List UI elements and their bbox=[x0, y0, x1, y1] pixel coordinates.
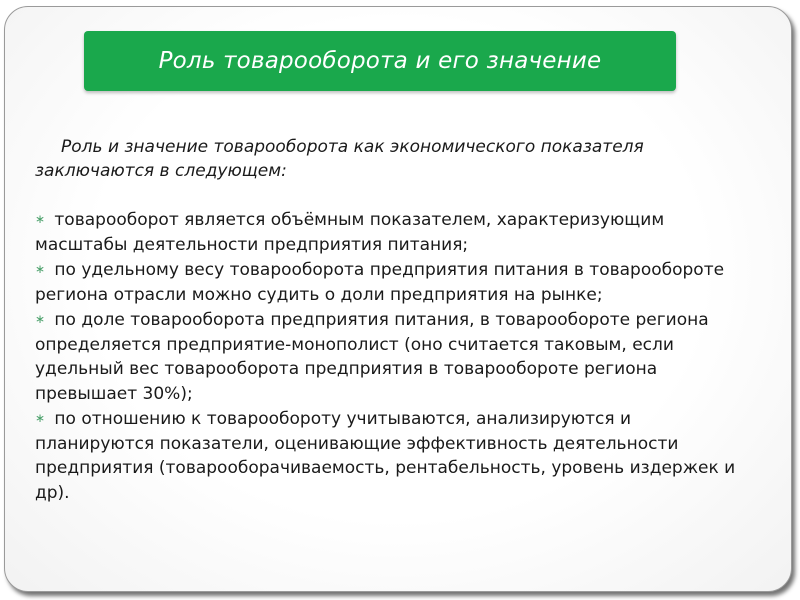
bullet-list bbox=[35, 207, 755, 505]
list-item bbox=[35, 207, 755, 257]
bullet-text: товарооборот является объёмным показателем, характеризующим масштабы деятельности предприятия питания; bbox=[35, 210, 665, 255]
slide-title: Роль товарооборота и его значение bbox=[158, 48, 602, 74]
list-item bbox=[35, 406, 755, 505]
bullet-star-icon: ∗ bbox=[35, 212, 46, 226]
list-item bbox=[35, 307, 755, 406]
bullet-star-icon: ∗ bbox=[35, 262, 46, 276]
bullet-star-icon: ∗ bbox=[35, 312, 46, 326]
slide-frame bbox=[4, 6, 792, 592]
slide-content bbox=[35, 135, 755, 505]
bullet-text: по отношению к товарообороту учитываются, анализируются и планируются показатели, оценивающие эффективность деятельности предприятия (товарооборачиваемость, рентабельность, уровень издержек и др). bbox=[35, 409, 736, 503]
bullet-text: по доле товарооборота предприятия питания, в товарообороте региона определяется предприятие-монополист (оно считается таковым, если удельный вес товарооборота предприятия в товарообороте региона превышает 30%); bbox=[35, 310, 709, 404]
list-item bbox=[35, 257, 755, 307]
intro-paragraph: Роль и значение товарооборота как экономического показателя заключаются в следующем: bbox=[35, 137, 644, 181]
title-banner bbox=[84, 31, 676, 91]
bullet-star-icon: ∗ bbox=[35, 411, 46, 425]
bullet-text: по удельному весу товарооборота предприятия питания в товарообороте региона отрасли можно судить о доли предприятия на рынке; bbox=[35, 260, 725, 305]
